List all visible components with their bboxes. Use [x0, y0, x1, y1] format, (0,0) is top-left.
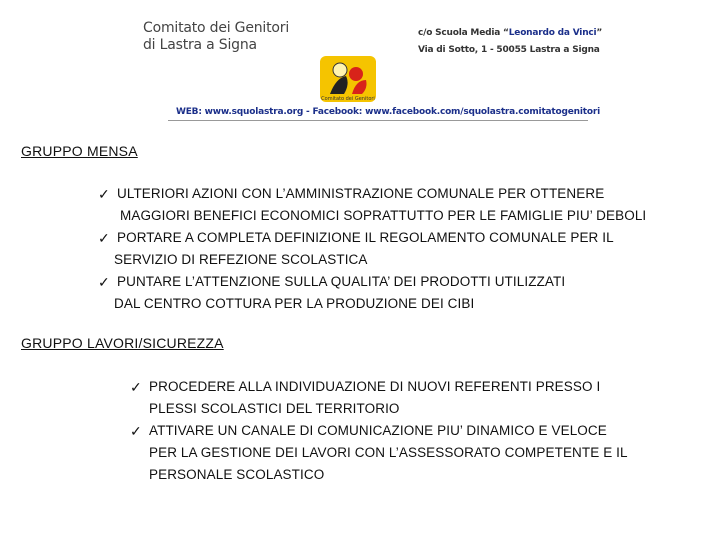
school-line: c/o Scuola Media “Leonardo da Vinci” — [418, 28, 603, 38]
list-item: ✓ ATTIVARE UN CANALE DI COMUNICAZIONE PIU’ DINAMICO E VELOCE PER LA GESTIONE DEI LAVORI CON L’ASSESSORATO COMPETENTE E IL PERSONALE SCOLASTICO — [130, 420, 710, 486]
list-item: ✓ PROCEDERE ALLA INDIVIDUAZIONE DI NUOVI REFERENTI PRESSO I PLESSI SCOLASTICI DEL TERRITORIO — [130, 376, 710, 420]
header-divider — [168, 120, 588, 121]
checkmark-icon: ✓ — [98, 186, 110, 202]
checkmark-icon: ✓ — [130, 423, 142, 439]
section-title-lavori: GRUPPO LAVORI/SICUREZZA — [21, 335, 224, 351]
list-item: ✓ PORTARE A COMPLETA DEFINIZIONE IL REGOLAMENTO COMUNALE PER IL SERVIZIO DI REFEZIONE SCOLASTICA — [98, 227, 708, 271]
section-title-mensa: GRUPPO MENSA — [21, 143, 138, 159]
lavori-list — [130, 376, 710, 486]
web-links: WEB: www.squolastra.org - Facebook: www.facebook.com/squolastra.comitatogenitori — [176, 107, 600, 117]
svg-text:Comitato dei Genitori: Comitato dei Genitori — [321, 96, 375, 102]
checkmark-icon: ✓ — [130, 379, 142, 395]
org-name — [143, 20, 289, 54]
school-address — [418, 25, 602, 59]
letterhead — [0, 0, 720, 125]
comitato-logo-icon — [316, 50, 380, 105]
checkmark-icon: ✓ — [98, 274, 110, 290]
list-item: ✓ PUNTARE L’ATTENZIONE SULLA QUALITA’ DEI PRODOTTI UTILIZZATI DAL CENTRO COTTURA PER LA PRODUZIONE DEI CIBI — [98, 271, 708, 315]
org-name-line2: di Lastra a Signa — [143, 37, 257, 53]
org-name-line1: Comitato dei Genitori — [143, 20, 290, 36]
mensa-list — [98, 183, 708, 315]
address-line: Via di Sotto, 1 - 50055 Lastra a Signa — [418, 45, 600, 55]
list-item: ✓ ULTERIORI AZIONI CON L’AMMINISTRAZIONE COMUNALE PER OTTENERE MAGGIORI BENEFICI ECONOMICI SOPRATTUTTO PER LE FAMIGLIE PIU’ DEBOLI — [98, 183, 708, 227]
checkmark-icon: ✓ — [98, 230, 110, 246]
